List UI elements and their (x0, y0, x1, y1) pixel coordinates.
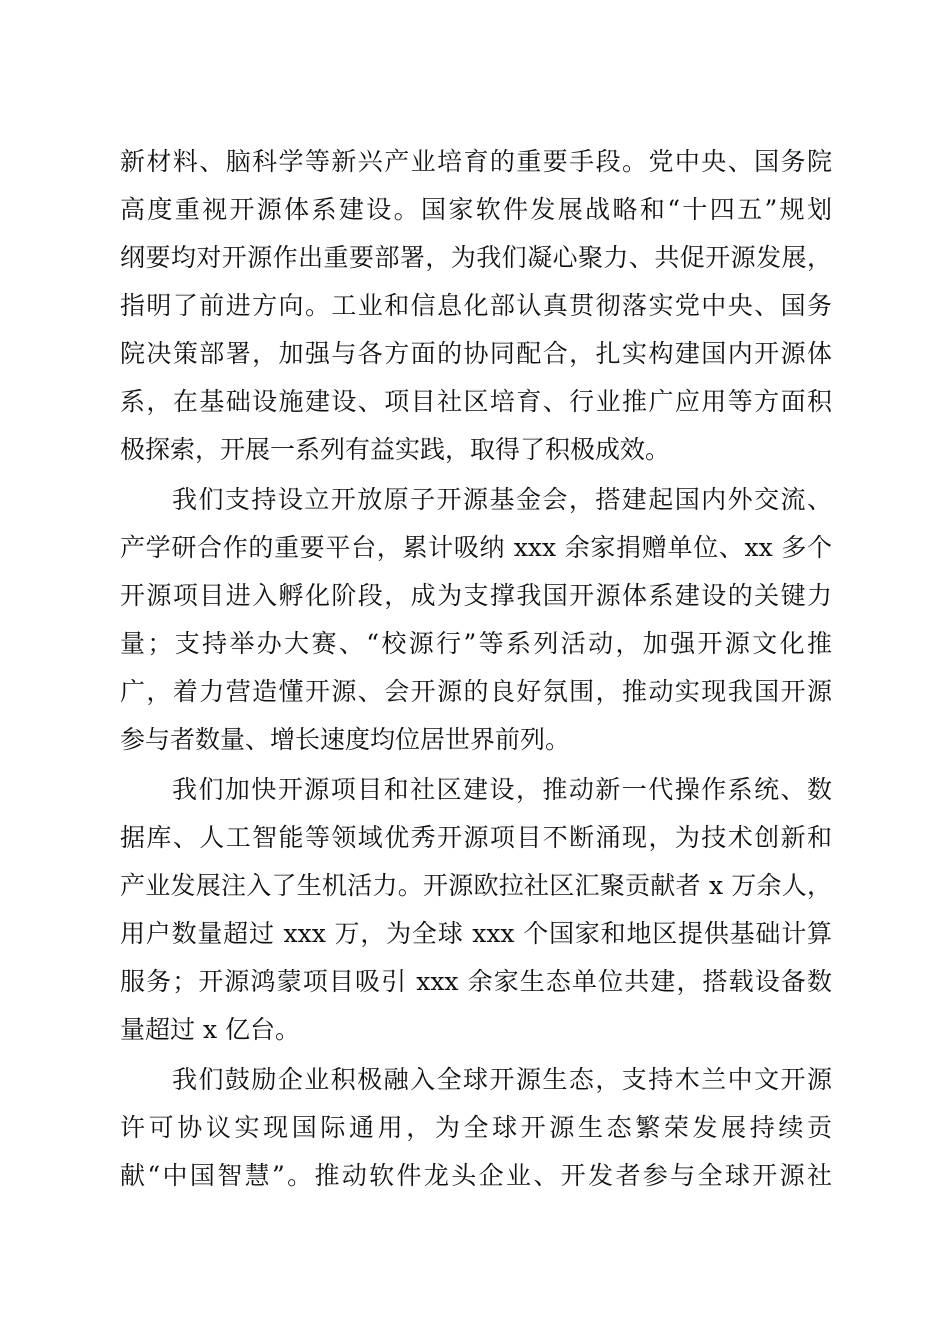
paragraph-2-line-6: 参与者数量、增长速度均位居世界前列。 (120, 725, 571, 754)
paragraph-2-line-3: 开源项目进入孵化阶段，成为支撑我国开源体系建设的关键力 (120, 581, 832, 610)
paragraph-3-line-3: 产业发展注入了生机活力。开源欧拉社区汇聚贡献者 x 万余人， (120, 871, 832, 900)
paragraph-3-line-1: 我们加快开源项目和社区建设，推动新一代操作系统、数 (172, 775, 832, 804)
paragraph-2-line-5: 广，着力营造懂开源、会开源的良好氛围，推动实现我国开源 (120, 677, 832, 706)
paragraph-4-line-3: 献“中国智慧”。推动软件龙头企业、开发者参与全球开源社 (120, 1161, 832, 1190)
paragraph-1-line-3: 纲要均对开源作出重要部署，为我们凝心聚力、共促开源发展， (120, 243, 832, 272)
paragraph-1-line-6: 系，在基础设施建设、项目社区培育、行业推广应用等方面积 (120, 387, 832, 416)
paragraph-1-line-4: 指明了前进方向。工业和信息化部认真贯彻落实党中央、国务 (120, 291, 832, 320)
paragraph-2-line-1: 我们支持设立开放原子开源基金会，搭建起国内外交流、 (172, 485, 832, 514)
paragraph-3-line-2: 据库、人工智能等领域优秀开源项目不断涌现，为技术创新和 (120, 823, 832, 852)
paragraph-1-line-2: 高度重视开源体系建设。国家软件发展战略和“十四五”规划 (120, 195, 832, 224)
paragraph-3-line-6: 量超过 x 亿台。 (120, 1015, 300, 1044)
paragraph-4-line-2: 许可协议实现国际通用，为全球开源生态繁荣发展持续贡 (120, 1113, 832, 1142)
paragraph-3-line-5: 服务；开源鸿蒙项目吸引 xxx 余家生态单位共建，搭载设备数 (120, 967, 832, 996)
paragraph-4-line-1: 我们鼓励企业积极融入全球开源生态，支持木兰中文开源 (172, 1065, 832, 1094)
paragraph-1-line-5: 院决策部署，加强与各方面的协同配合，扎实构建国内开源体 (120, 339, 832, 368)
paragraph-1-line-7: 极探索，开展一系列有益实践，取得了积极成效。 (120, 435, 671, 464)
paragraph-1-line-1: 新材料、脑科学等新兴产业培育的重要手段。党中央、国务院 (120, 147, 832, 176)
paragraph-2-line-4: 量；支持举办大赛、“校源行”等系列活动，加强开源文化推 (120, 629, 832, 658)
paragraph-3-line-4: 用户数量超过 xxx 万，为全球 xxx 个国家和地区提供基础计算 (120, 919, 832, 948)
paragraph-2-line-2: 产学研合作的重要平台，累计吸纳 xxx 余家捐赠单位、xx 多个 (120, 533, 832, 562)
